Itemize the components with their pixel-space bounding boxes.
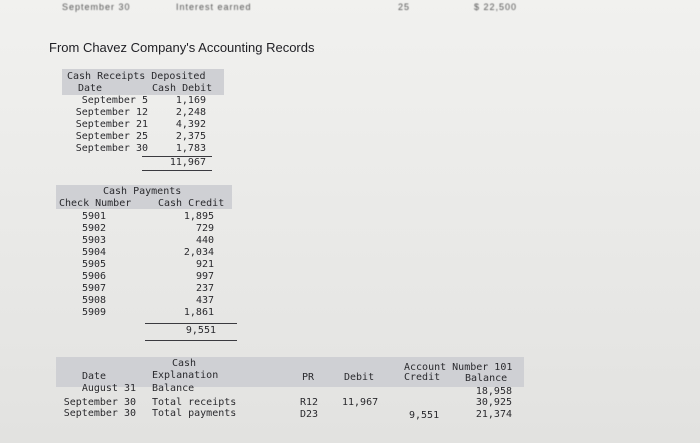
receipt-date: September 25 <box>75 131 148 142</box>
cutoff-amount: $ 22,500 <box>474 2 518 12</box>
ledger-row-credit: 9,551 <box>409 410 440 421</box>
ledger-col-debit: Debit <box>344 372 375 383</box>
payments-col-credit: Cash Credit <box>158 198 225 209</box>
receipts-title: Cash Receipts Deposited <box>67 71 206 82</box>
payment-check: 5904 <box>82 247 107 258</box>
payment-check: 5906 <box>82 271 107 282</box>
payments-row <box>82 211 222 223</box>
ledger-row-pr: D23 <box>300 409 319 420</box>
payment-amount: 997 <box>195 271 214 282</box>
receipt-date: September 30 <box>75 143 148 154</box>
ledger-col-credit: Credit <box>404 372 441 383</box>
receipt-amount: 4,392 <box>175 119 206 130</box>
receipts-total-underline <box>142 170 212 171</box>
receipt-amount: 2,248 <box>175 107 206 118</box>
payment-check: 5905 <box>82 259 107 270</box>
payment-amount: 437 <box>195 295 214 306</box>
receipt-date: September 21 <box>75 119 148 130</box>
ledger-row-explanation: Balance <box>152 383 195 394</box>
ledger-col-pr: PR <box>302 372 315 383</box>
payments-row <box>82 271 222 283</box>
ledger-account-number: Account Number 101 <box>404 362 513 373</box>
payment-amount: 237 <box>195 283 214 294</box>
ledger-row-explanation: Total payments <box>152 408 237 419</box>
payment-amount: 440 <box>195 235 214 246</box>
payment-amount: 729 <box>195 223 214 234</box>
payments-row <box>82 295 222 307</box>
ledger-row-balance: 21,374 <box>475 409 512 420</box>
ledger-row-date: August 31 <box>81 383 136 394</box>
payments-row <box>82 283 222 295</box>
payment-check: 5908 <box>82 295 107 306</box>
ledger-row-date: September 30 <box>63 408 136 419</box>
page-heading: From Chavez Company's Accounting Records <box>49 40 315 55</box>
payments-row <box>82 307 222 319</box>
ledger-row-pr: R12 <box>300 397 319 408</box>
payments-total: 9,551 <box>185 325 216 336</box>
payments-total-underline <box>145 340 237 341</box>
receipts-row <box>58 131 218 143</box>
payment-amount: 1,861 <box>183 307 214 318</box>
ledger-col-date: Date <box>82 371 107 382</box>
ledger-row-balance: 30,925 <box>475 397 512 408</box>
receipt-date: September 12 <box>75 107 148 118</box>
ledger-title: Cash <box>172 358 197 369</box>
receipts-row <box>58 119 218 131</box>
payment-check: 5901 <box>82 211 107 222</box>
payment-check: 5909 <box>82 307 107 318</box>
receipt-amount: 1,783 <box>175 143 206 154</box>
ledger-row-debit: 11,967 <box>342 397 379 408</box>
payments-col-check: Check Number <box>59 198 132 209</box>
receipts-col-debit: Cash Debit <box>152 83 213 94</box>
payment-check: 5907 <box>82 283 107 294</box>
payments-total-rule <box>145 323 237 324</box>
cutoff-explanation: Interest earned <box>176 2 252 12</box>
payments-title: Cash Payments <box>103 186 182 197</box>
receipts-row <box>58 95 218 107</box>
receipt-amount: 2,375 <box>175 131 206 142</box>
payments-row <box>82 235 222 247</box>
receipts-row <box>58 107 218 119</box>
receipts-total: 11,967 <box>169 157 206 168</box>
payments-rows <box>82 211 222 319</box>
payments-row <box>82 223 222 235</box>
payments-row <box>82 259 222 271</box>
cutoff-date: September 30 <box>62 2 131 12</box>
ledger-col-explanation: Explanation <box>152 370 219 381</box>
payment-check: 5902 <box>82 223 107 234</box>
payments-row <box>82 247 222 259</box>
receipts-col-date: Date <box>78 83 103 94</box>
cutoff-value: 25 <box>398 2 411 12</box>
payment-amount: 921 <box>195 259 214 270</box>
payment-check: 5903 <box>82 235 107 246</box>
ledger-row-explanation: Total receipts <box>152 397 237 408</box>
receipt-amount: 1,169 <box>175 95 206 106</box>
receipts-rows <box>58 95 218 155</box>
receipt-date: September 5 <box>81 95 148 106</box>
receipts-row <box>58 143 218 155</box>
ledger-row-date: September 30 <box>63 397 136 408</box>
payment-amount: 1,895 <box>183 211 214 222</box>
ledger-col-balance: Balance <box>465 373 508 384</box>
ledger-row-balance: 18,958 <box>475 386 512 397</box>
payment-amount: 2,034 <box>183 247 214 258</box>
